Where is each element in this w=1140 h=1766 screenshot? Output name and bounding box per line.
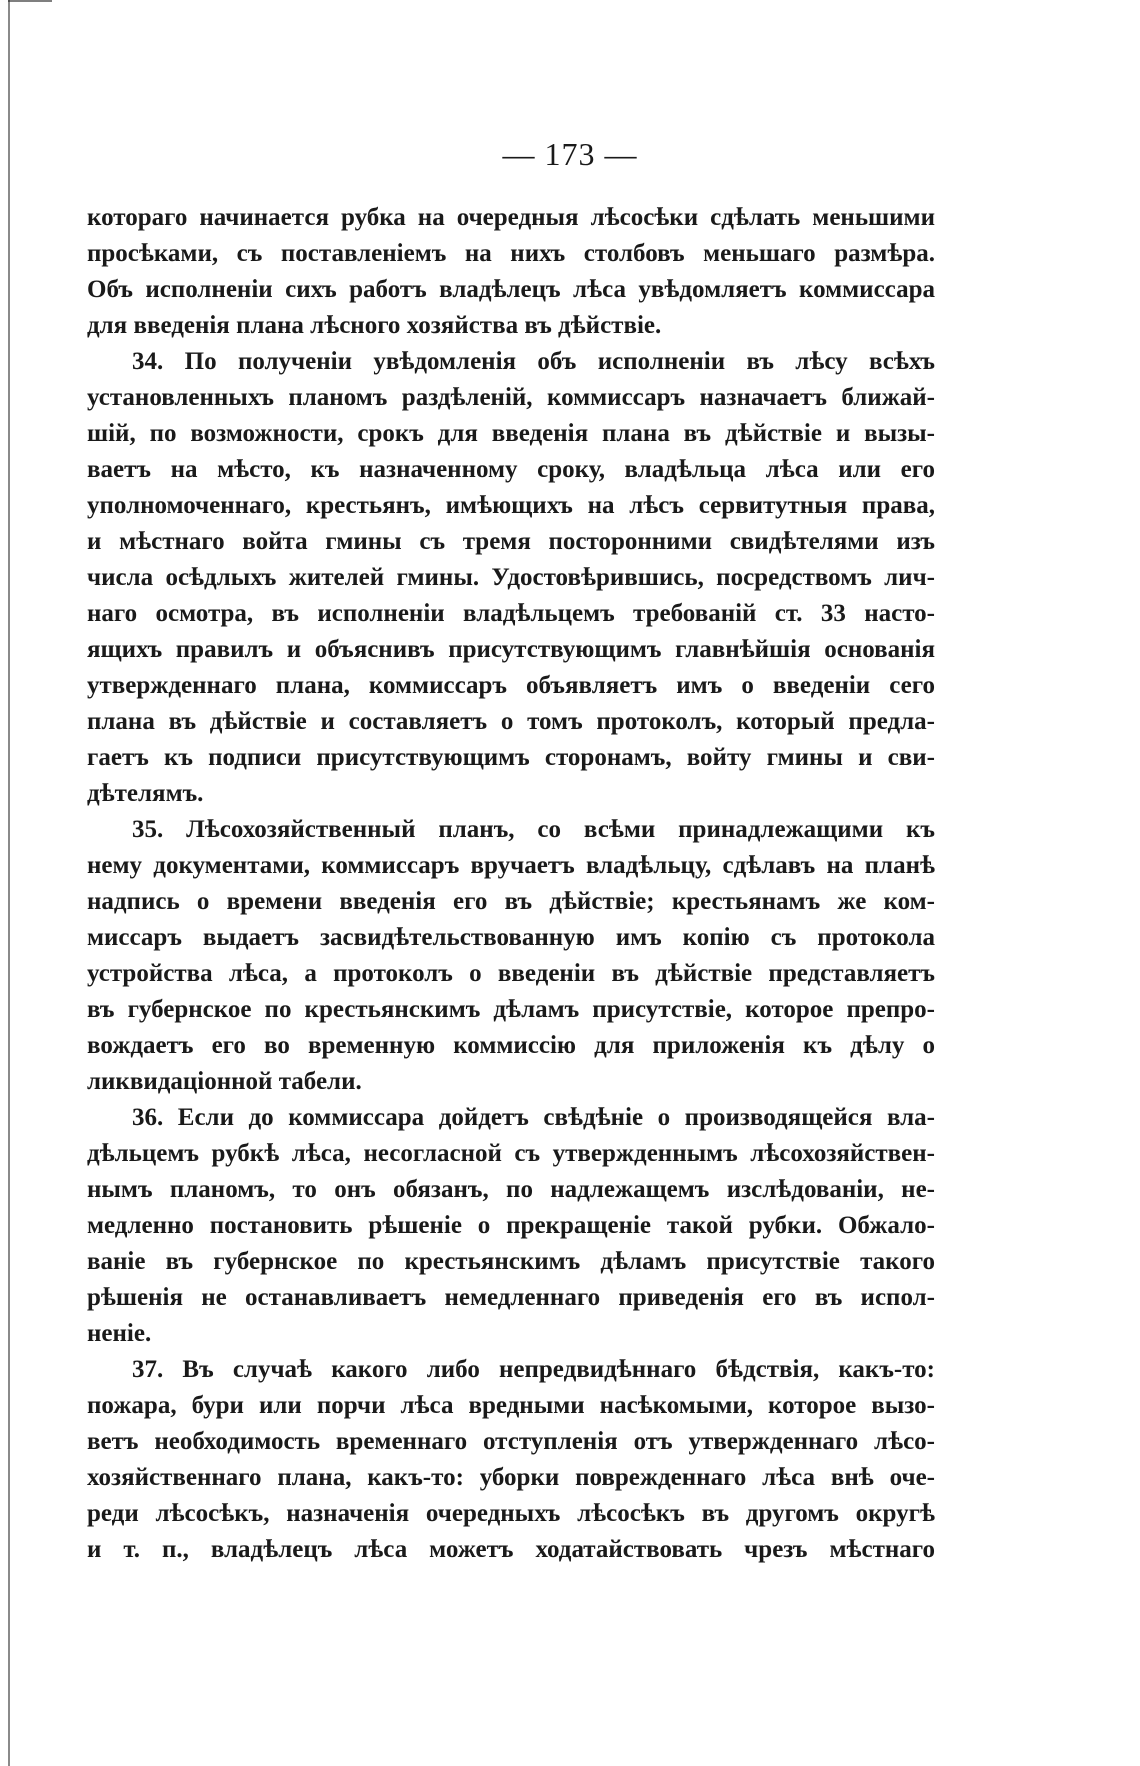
text-line: и мѣстнаго войта гмины съ тремя посторонними свидѣтелями изъ [87, 528, 935, 555]
text-line: ветъ необходимость временнаго отступленія отъ утвержденнаго лѣсо- [87, 1428, 935, 1455]
text-line: для введенія плана лѣсного хозяйства въ дѣйствіе. [87, 312, 662, 339]
text-line: просѣками, съ поставленіемъ на нихъ столбовъ меньшаго размѣра. [87, 240, 935, 267]
text-line: шій, по возможности, срокъ для введенія плана въ дѣйствіе и вызы- [87, 420, 935, 447]
text-line: ящихъ правилъ и объяснивъ присутствующимъ главнѣйшія основанія [87, 636, 935, 663]
text-line: неніе. [87, 1320, 152, 1347]
text-line: 37. Въ случаѣ какого либо непредвидѣннаго бѣдствія, какъ-то: [132, 1356, 935, 1383]
text-line: плана въ дѣйствіе и составляетъ о томъ протоколъ, который предла- [87, 708, 935, 735]
text-line: ликвидаціонной табели. [87, 1068, 362, 1095]
text-line: надпись о времени введенія его въ дѣйствіе; крестьянамъ же ком- [87, 888, 935, 915]
text-line: дѣльцемъ рубкѣ лѣса, несогласной съ утвержденнымъ лѣсохозяйствен- [87, 1140, 935, 1167]
page-number: — 173 — [502, 136, 638, 172]
text-line: уполномоченнаго, крестьянъ, имѣющихъ на лѣсъ сервитутныя права, [87, 492, 935, 519]
text-line: утвержденнаго плана, коммиссаръ объявляетъ имъ о введеніи сего [87, 672, 935, 699]
text-line: устройства лѣса, а протоколъ о введеніи въ дѣйствіе представляетъ [87, 960, 935, 987]
text-line: 36. Если до коммиссара дойдетъ свѣдѣніе о производящейся вла- [132, 1104, 935, 1131]
text-line: 35. Лѣсохозяйственный планъ, со всѣми принадлежащими къ [132, 816, 935, 843]
text-line: Объ исполненіи сихъ работъ владѣлецъ лѣса увѣдомляетъ коммиссара [87, 276, 935, 303]
text-line: миссаръ выдаетъ засвидѣтельствованную имъ копію съ протокола [87, 924, 935, 951]
page-edge-line [8, 0, 10, 1766]
text-line: медленно постановить рѣшеніе о прекращеніе такой рубки. Обжало- [87, 1212, 935, 1239]
text-line: 34. По полученіи увѣдомленія объ исполненіи въ лѣсу всѣхъ [132, 348, 935, 375]
text-line: числа осѣдлыхъ жителей гмины. Удостовѣрившись, посредствомъ лич- [87, 564, 935, 591]
text-line: гаетъ къ подписи присутствующимъ сторонамъ, войту гмины и сви- [87, 744, 935, 771]
text-line: вождаетъ его во временную коммиссію для приложенія къ дѣлу о [87, 1032, 935, 1059]
text-line: пожара, бури или порчи лѣса вредными насѣкомыми, которое вызо- [87, 1392, 935, 1419]
text-line: хозяйственнаго плана, какъ-то: уборки поврежденнаго лѣса внѣ оче- [87, 1464, 935, 1491]
text-line: въ губернское по крестьянскимъ дѣламъ присутствіе, которое препро- [87, 996, 935, 1023]
text-line: котораго начинается рубка на очередныя лѣсосѣки сдѣлать меньшими [87, 204, 935, 231]
text-line: нему документами, коммиссаръ вручаетъ владѣльцу, сдѣлавъ на планѣ [87, 852, 935, 879]
text-line: нымъ планомъ, то онъ обязанъ, по надлежащемъ изслѣдованіи, не- [87, 1176, 935, 1203]
text-line: ваніе въ губернское по крестьянскимъ дѣламъ присутствіе такого [87, 1248, 935, 1275]
text-line: рѣшенія не останавливаетъ немедленнаго приведенія его въ испол- [87, 1284, 935, 1311]
text-line: установленныхъ планомъ раздѣленій, коммиссаръ назначаетъ ближай- [87, 384, 935, 411]
text-line: реди лѣсосѣкъ, назначенія очередныхъ лѣсосѣкъ въ другомъ округѣ [87, 1500, 935, 1527]
text-line: и т. п., владѣлецъ лѣса можетъ ходатайствовать чрезъ мѣстнаго [87, 1536, 935, 1563]
page-corner-mark [8, 0, 52, 2]
text-line: дѣтелямъ. [87, 780, 204, 807]
body-text [87, 200, 935, 1568]
text-line: наго осмотра, въ исполненіи владѣльцемъ требованій ст. 33 насто- [87, 600, 935, 627]
text-line: ваетъ на мѣсто, къ назначенному сроку, владѣльца лѣса или его [87, 456, 935, 483]
